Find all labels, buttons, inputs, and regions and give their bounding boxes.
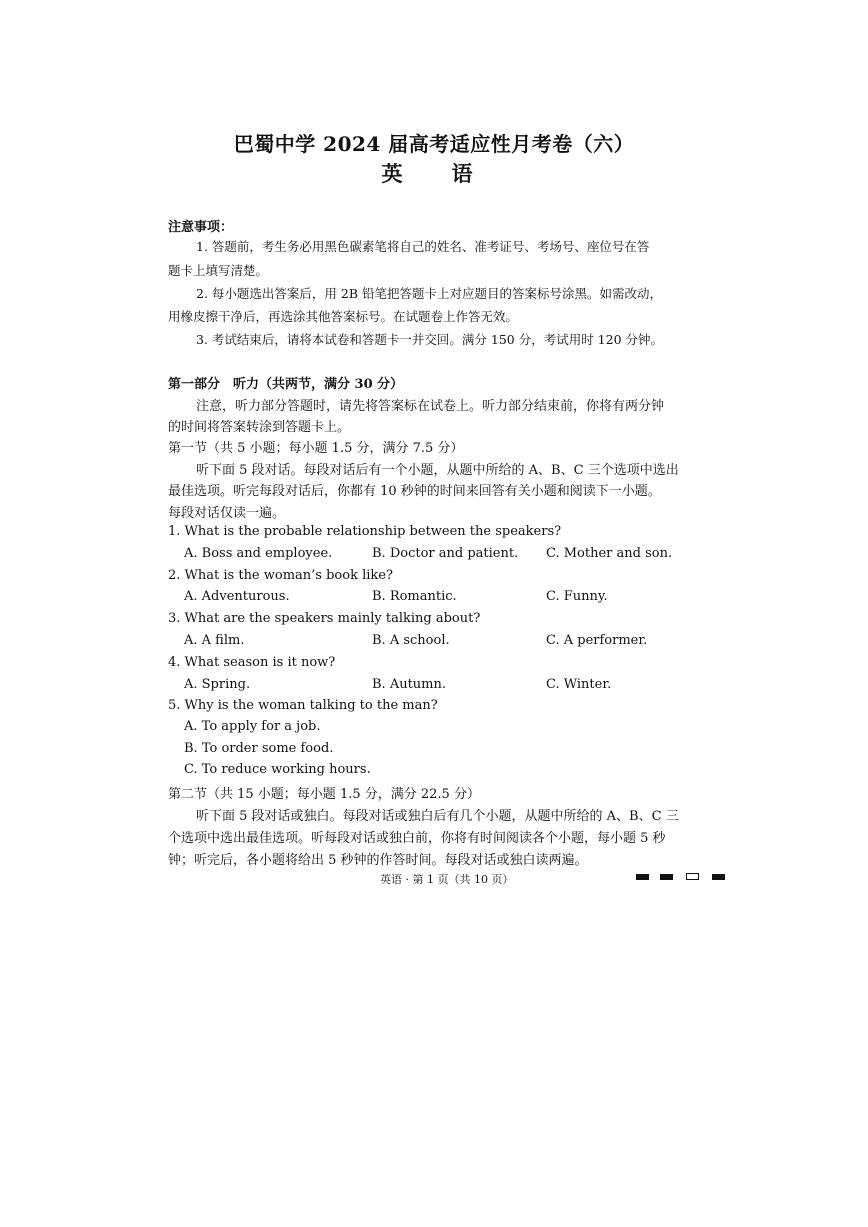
option-a: A. Boss and employee. bbox=[184, 546, 333, 561]
question-stem: 3. What are the speakers mainly talking about? bbox=[168, 611, 481, 626]
mark-hollow bbox=[686, 873, 699, 880]
option-b: B. A school. bbox=[372, 633, 450, 648]
option-b: B. Romantic. bbox=[372, 589, 457, 604]
notice-line: 2. 每小题选出答案后，用 2B 铅笔把答题卡上对应题目的答案标号涂黑。如需改动， bbox=[196, 286, 662, 301]
mark-filled bbox=[660, 874, 673, 880]
notice-line: 1. 答题前，考生务必用黑色碳素笔将自己的姓名、准考证号、考场号、座位号在答 bbox=[196, 239, 650, 254]
question-stem: 2. What is the woman’s book like? bbox=[168, 568, 393, 583]
notice-line: 题卡上填写清楚。 bbox=[168, 263, 269, 278]
exam-title: 巴蜀中学 2024 届高考适应性月考卷（六） bbox=[233, 132, 635, 156]
option-a: A. A film. bbox=[184, 633, 245, 648]
option-c: C. A performer. bbox=[546, 633, 648, 648]
section1-intro-line: 最佳选项。听完每段对话后，你都有 10 秒钟的时间来回答有关小题和阅读下一小题。 bbox=[168, 484, 661, 499]
option-a: A. Spring. bbox=[184, 677, 251, 692]
question-stem: 4. What season is it now? bbox=[168, 655, 336, 670]
notice-heading: 注意事项： bbox=[168, 220, 234, 235]
option-a: A. Adventurous. bbox=[184, 589, 290, 604]
mark-filled bbox=[712, 874, 725, 880]
notice-line: 3. 考试结束后，请将本试卷和答题卡一并交回。满分 150 分，考试用时 120 分钟。 bbox=[196, 332, 664, 347]
option-b: B. To order some food. bbox=[184, 741, 334, 756]
option-c: C. Winter. bbox=[546, 677, 612, 692]
part1-intro-line: 的时间将答案转涂到答题卡上。 bbox=[168, 420, 351, 435]
section1-heading: 第一节（共 5 小题；每小题 1.5 分，满分 7.5 分） bbox=[168, 441, 464, 456]
section1-intro-line: 每段对话仅读一遍。 bbox=[168, 506, 286, 521]
option-b: B. Doctor and patient. bbox=[372, 546, 519, 561]
mark-filled bbox=[636, 874, 649, 880]
part1-intro-line: 注意，听力部分答题时，请先将答案标在试卷上。听力部分结束前，你将有两分钟 bbox=[196, 399, 665, 414]
section2-heading: 第二节（共 15 小题；每小题 1.5 分，满分 22.5 分） bbox=[168, 787, 480, 802]
option-c: C. Funny. bbox=[546, 589, 608, 604]
option-c: C. Mother and son. bbox=[546, 546, 673, 561]
question-stem: 1. What is the probable relationship between the speakers? bbox=[168, 524, 562, 539]
option-a: A. To apply for a job. bbox=[184, 719, 321, 734]
question-stem: 5. Why is the woman talking to the man? bbox=[168, 698, 438, 713]
section2-intro-line: 个选项中选出最佳选项。听每段对话或独白前，你将有时间阅读各个小题，每小题 5 秒 bbox=[168, 831, 666, 846]
section2-intro-line: 听下面 5 段对话或独白。每段对话或独白后有几个小题，从题中所给的 A、B、C 三 bbox=[196, 809, 679, 824]
option-c: C. To reduce working hours. bbox=[184, 762, 371, 777]
notice-line: 用橡皮擦干净后，再选涂其他答案标号。在试题卷上作答无效。 bbox=[168, 309, 519, 324]
option-b: B. Autumn. bbox=[372, 677, 447, 692]
subject-title: 英 语 bbox=[381, 161, 487, 186]
section1-intro-line: 听下面 5 段对话。每段对话后有一个小题，从题中所给的 A、B、C 三个选项中选出 bbox=[196, 463, 679, 478]
section2-intro-line: 钟；听完后，各小题将给出 5 秒钟的作答时间。每段对话或独白读两遍。 bbox=[168, 853, 588, 868]
page-footer: 英语 · 第 1 页（共 10 页） bbox=[380, 873, 514, 886]
part1-heading: 第一部分 听力（共两节，满分 30 分） bbox=[168, 377, 404, 392]
